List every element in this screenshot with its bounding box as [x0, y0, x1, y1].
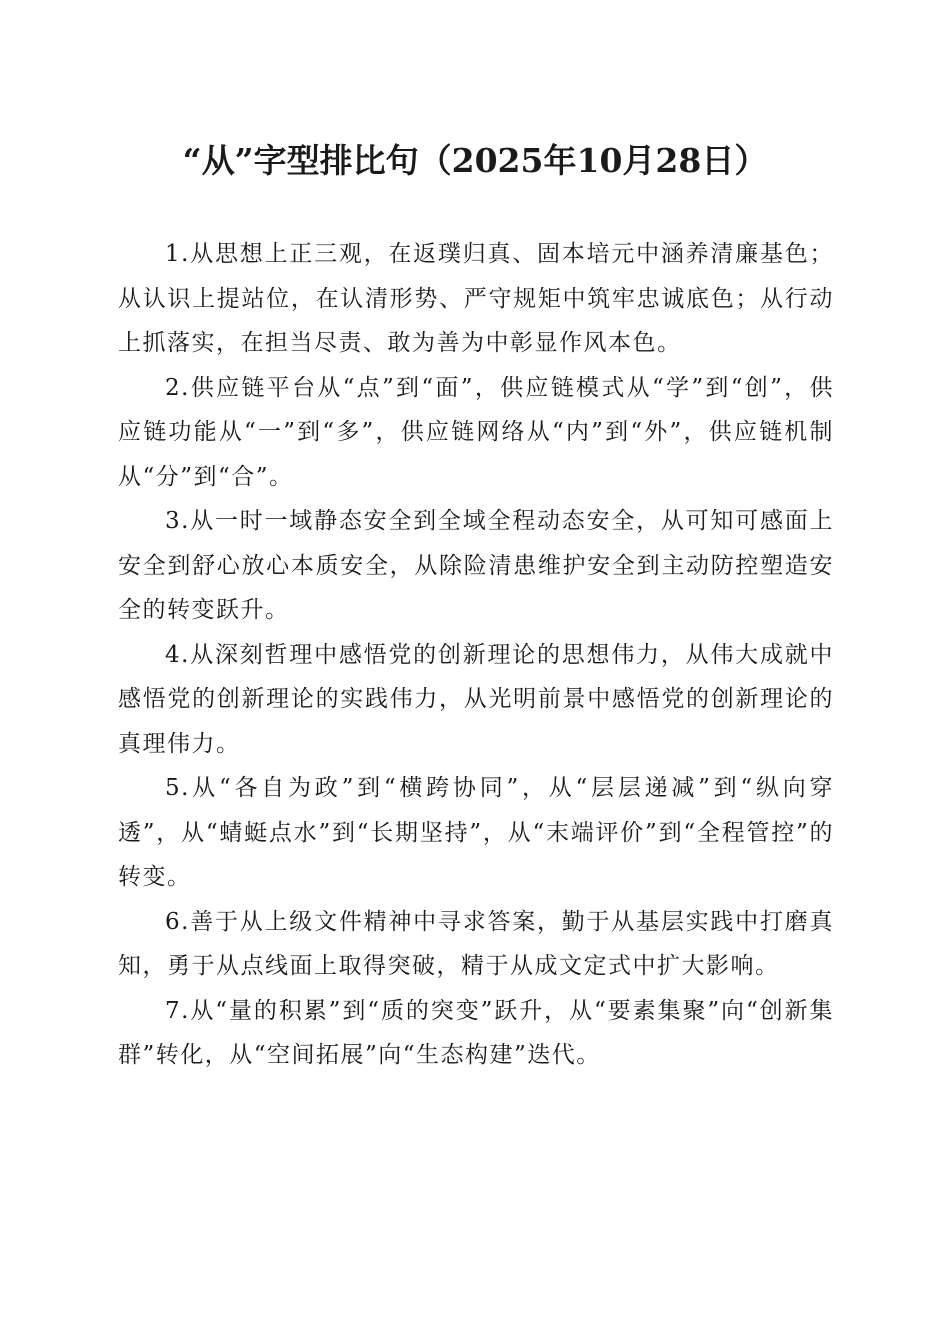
paragraph-1: 1.从思想上正三观，在返璞归真、固本培元中涵养清廉基色；从认识上提站位，在认清形势、严守规矩中筑牢忠诚底色；从行动上抓落实，在担当尽责、敢为善为中彰显作风本色。	[118, 241, 834, 356]
paragraph-7: 7.从“量的积累”到“质的突变”跃升，从“要素集聚”向“创新集群”转化，从“空间拓展”向“生态构建”迭代。	[118, 997, 834, 1068]
document-title: “从”字型排比句（2025年10月28日）	[182, 141, 768, 180]
document-body	[118, 232, 834, 1078]
paragraph-4: 4.从深刻哲理中感悟党的创新理论的思想伟力，从伟大成就中感悟党的创新理论的实践伟力，从光明前景中感悟党的创新理论的真理伟力。	[118, 641, 834, 757]
paragraph-2: 2.供应链平台从“点”到“面”，供应链模式从“学”到“创”，供应链功能从“一”到“多”，供应链网络从“内”到“外”，供应链机制从“分”到“合”。	[118, 374, 834, 490]
paragraph-3: 3.从一时一域静态安全到全域全程动态安全，从可知可感面上安全到舒心放心本质安全，从除险清患维护安全到主动防控塑造安全的转变跃升。	[118, 508, 834, 623]
paragraph-5: 5.从“各自为政”到“横跨协同”，从“层层递减”到“纵向穿透”，从“蜻蜓点水”到“长期坚持”，从“末端评价”到“全程管控”的转变。	[118, 775, 834, 890]
paragraph-6: 6.善于从上级文件精神中寻求答案，勤于从基层实践中打磨真知，勇于从点线面上取得突破，精于从成文定式中扩大影响。	[118, 908, 834, 979]
